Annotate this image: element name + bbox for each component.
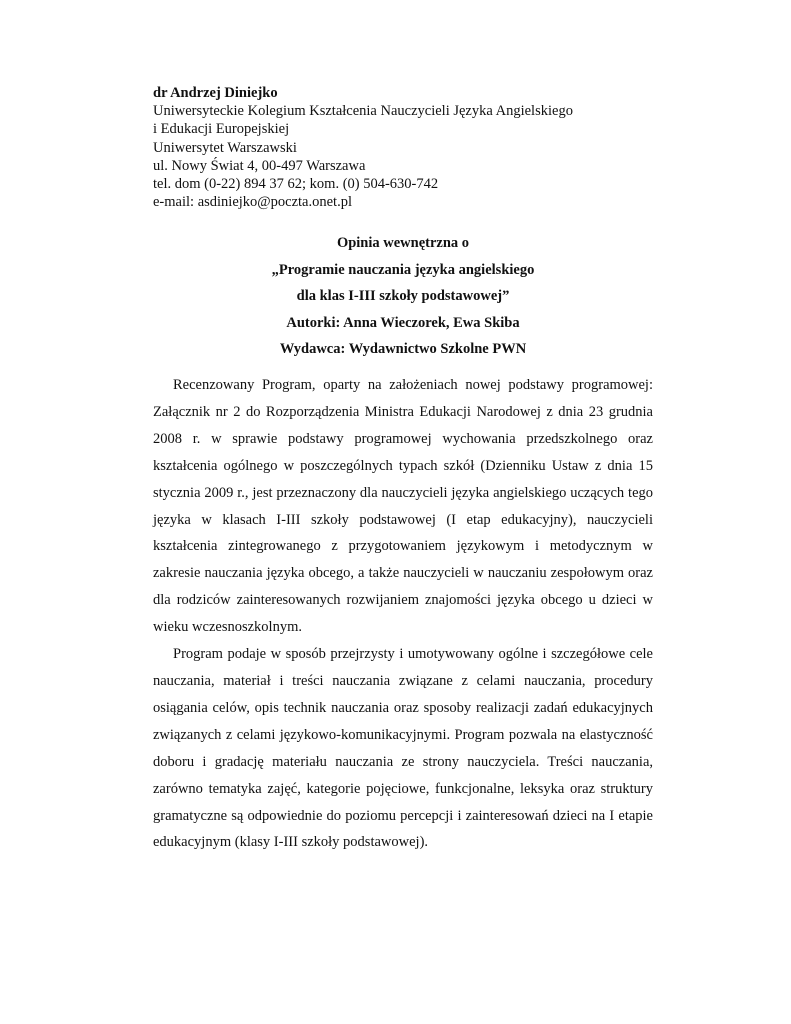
document-heading	[153, 230, 653, 363]
sender-address: ul. Nowy Świat 4, 00-497 Warszawa	[153, 157, 366, 174]
sender-phone: tel. dom (0-22) 894 37 62; kom. (0) 504-630-742	[153, 176, 439, 193]
heading-title: Opinia wewnętrzna o	[336, 235, 470, 251]
heading-program-scope: dla klas I-III szkoły podstawowej”	[296, 288, 510, 305]
sender-university: Uniwersytet Warszawski	[153, 139, 297, 156]
heading-program-name: „Programie nauczania języka angielskiego	[271, 261, 535, 278]
sender-affiliation: Uniwersyteckie Kolegium Kształcenia Nauczycieli Języka Angielskiego	[153, 103, 573, 120]
sender-name: dr Andrzej Diniejko	[153, 85, 278, 101]
body-paragraph: Program podaje w sposób przejrzysty i umotywowany ogólne i szczegółowe cele nauczania, materiał i treści nauczania związane z celami nauczania, procedury osiągania celów, opis technik nauczania oraz sposoby realizacji zadań edukacyjnych związanych z celami językowo-komunikacyjnymi. Program pozwala na elastyczność doboru i gradację materiału nauczania ze strony nauczyciela. Treści nauczania, zarówno tematyka zajęć, kategorie pojęciowe, funkcjonalne, leksyka oraz struktury gramatyczne są odpowiednie do poziomu percepcji i zainteresowań dzieci na I etapie edukacyjnym (klasy I-III szkoły podstawowej).	[153, 646, 653, 851]
body-paragraph: Recenzowany Program, oparty na założeniach nowej podstawy programowej: Załącznik nr 2 do Rozporządzenia Ministra Edukacji Narodowej z dnia 23 grudnia 2008 r. w sprawie podstawy programowej wychowania przedszkolnego oraz kształcenia ogólnego w poszczególnych typach szkół (Dzienniku Ustaw z dnia 15 stycznia 2009 r., jest przeznaczony dla nauczycieli języka angielskiego uczących tego języka w klasach I-III szkoły podstawowej (I etap edukacyjny), nauczycieli kształcenia zintegrowanego z przygotowaniem językowym i metodycznym w zakresie nauczania języka obcego, a także nauczycieli w nauczaniu zespołowym oraz dla rodziców zainteresowanych rozwijaniem znajomości języka obcego u dzieci w wieku wczesnoszkolnym.	[153, 377, 653, 636]
sender-email: e-mail: asdiniejko@poczta.onet.pl	[153, 194, 352, 211]
sender-block	[153, 84, 633, 211]
heading-publisher: Wydawca: Wydawnictwo Szkolne PWN	[279, 341, 527, 358]
document-body	[153, 372, 653, 856]
heading-authors: Autorki: Anna Wieczorek, Ewa Skiba	[286, 314, 520, 331]
sender-affiliation-continued: i Edukacji Europejskiej	[153, 121, 290, 138]
